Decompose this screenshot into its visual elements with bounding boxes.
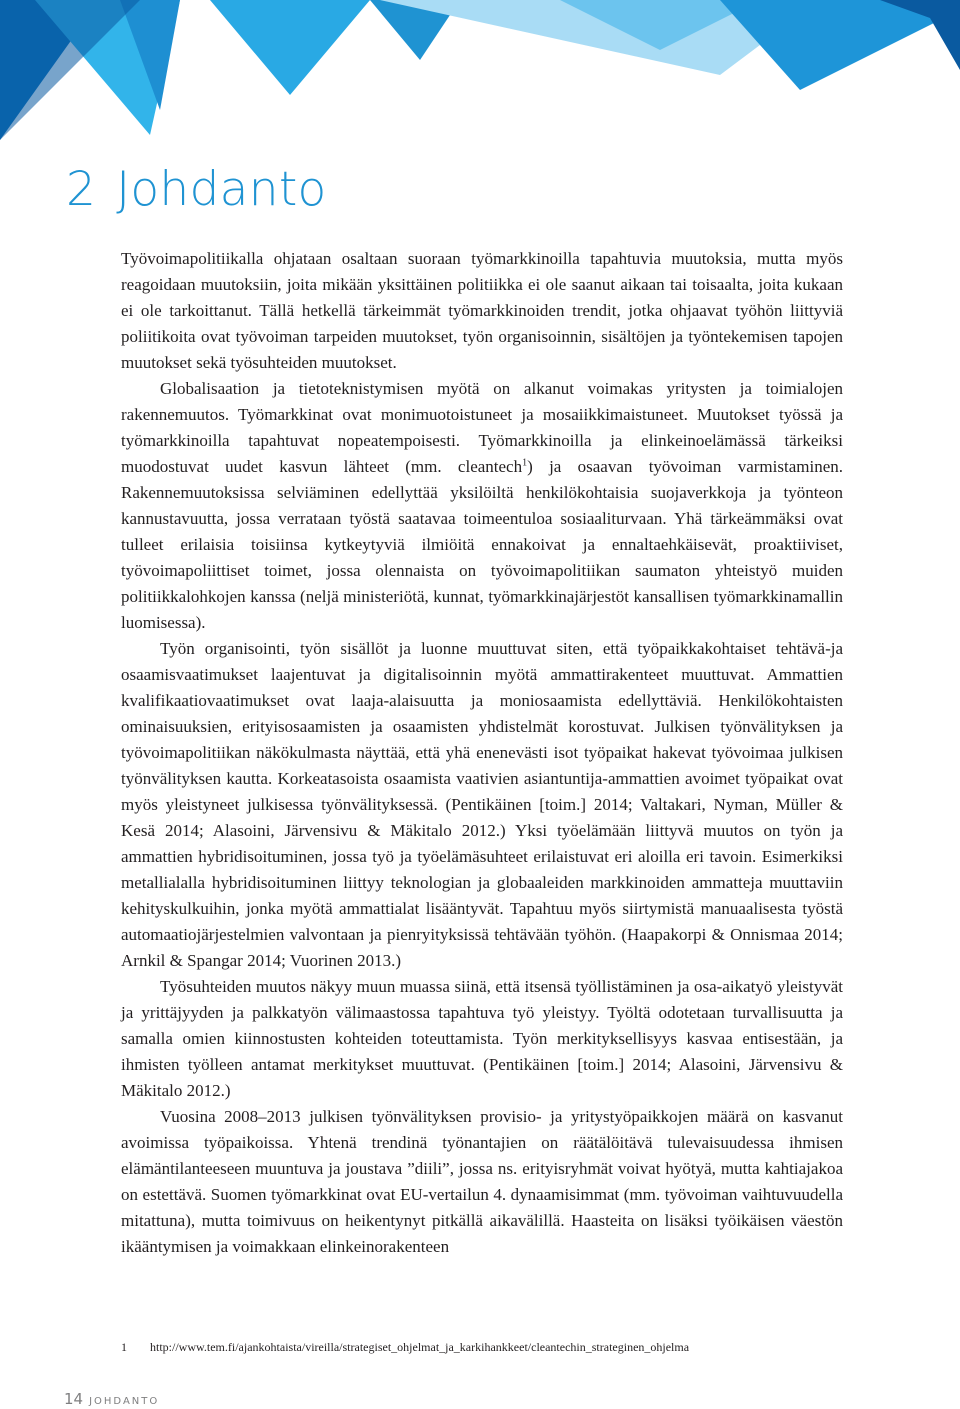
paragraph [121, 1104, 843, 1260]
paragraph-text: Työsuhteiden muutos näkyy muun muassa siinä, että itsensä työllistäminen ja osa-aikatyö yleistyvät ja yrittäjyyden ja palkkatyön välimaastossa tapahtuva työ yleistyy. Työltä odotetaan turvallisuutta ja samalla omien kiinnostusten kohteiden toteuttamista. Työn merkityksellisyys kasvaa entisestään, ja ihmisten työlleen antamat merkitykset muuttuvat. (Pentikäinen [toim.] 2014; Alasoini, Järvensivu & Mäkitalo 2012.) [121, 977, 843, 1100]
footnote-number: 1 [121, 1340, 127, 1354]
paragraph [121, 376, 843, 636]
paragraph [121, 636, 843, 974]
chapter-title: Johdanto [116, 162, 327, 217]
running-footer-label: JOHDANTO [89, 1396, 160, 1407]
paragraph-text: Työn organisointi, työn sisällöt ja luonne muuttuvat siten, että työpaikkakohtaiset tehtävä-ja osaamisvaatimukset laajentuvat ja digitalisoinnin myötä ammattirakenteet muuttuvat. Ammattien kvalifikaatiovaatimukset ovat laaja-alaisuutta ja moniosaamista edellyttäviä. Henkilökohtaisten ominaisuuksien, erityisosaamisten ja osaamisten yhdistelmät korostuvat. Julkisen työnvälityksen ja työvoimapolitiikan näkökulmasta näyttää, että yhä enenevästi isot työpaikat hakevat työvoimaa julkisen työnvälityksen kautta. Korkeatasoista osaamista vaativien asiantuntija-ammattien avoimet työpaikat ovat myös yleistyneet julkisessa työnvälityksessä. (Pentikäinen [toim.] 2014; Valtakari, Nyman, Müller & Kesä 2014; Alasoini, Järvensivu & Mäkitalo 2012.) Yksi työelämään liittyvä muutos on työn ja ammattien hybridisoituminen, jossa työ ja työelämäsuhteet erilaistuvat eri aloilla eri tavoin. Esimerkiksi metallialalla hybridisoituminen liittyy teknologian ja globaaleiden markkinoiden ammatteja muuttaviin kehityskulkuihin, jonka myötä ammattialat lisääntyvät. Tapahtuu myös siirtymistä manuaalisesta työstä automaatiojärjestelmien valvontaan ja pienryityksissä tehtävään työhön. (Haapakorpi & Onnismaa 2014; Arnkil & Spangar 2014; Vuorinen 2013.) [121, 639, 843, 970]
footnote [121, 1339, 881, 1355]
paragraph [121, 974, 843, 1104]
body-text [121, 246, 843, 1260]
paragraph [121, 246, 843, 376]
chapter-heading [66, 160, 327, 220]
chapter-number: 2 [66, 162, 97, 217]
page-number: 14 [64, 1390, 84, 1408]
paragraph-text: ) ja osaavan työvoiman varmistaminen. Rakennemuutoksissa selviäminen edellyttää yksilöiltä henkilökohtaisia suojaverkkoja ja työnteon kannustavuutta, jossa verrataan työstä saatavaa toimeentuloa sosiaaliturvaan. Yhä tärkeämmäksi ovat tulleet erilaisia toisiinsa kytkeytyviä ilmiöitä ennakoivat ja ennaltaehkäisevät, proaktiiviset, työvoimapoliittiset toimet, jossa olennaista on työvoimapolitiikan saumaton yhteistyö muiden politiikkalohkojen kanssa (neljä ministeriötä, kunnat, työmarkkinajärjestöt kansallisen työmarkkinamallin luomisessa). [121, 457, 843, 632]
page-footer [64, 1389, 159, 1408]
footnote-reference: 1 [522, 457, 528, 469]
footnote-link[interactable]: http://www.tem.fi/ajankohtaista/vireilla/strategiset_ohjelmat_ja_karkihankkeet/cleantechin_strateginen_ohjelma [150, 1340, 690, 1354]
paragraph-text: Työvoimapolitiikalla ohjataan osaltaan suoraan työmarkkinoilla tapahtuvia muutoksia, mutta myös reagoidaan muutoksiin, joita mikään yksittäinen politiikka ei ole saanut aikaan tai toisaalta, joita kukaan ei ole tarkoittanut. Tällä hetkellä tärkeimmät työmarkkinoiden trendit, jotka ohjaavat työhön liittyviä poliitikoita ovat työvoiman tarpeiden muutokset, työn organisoinnin, sisältöjen ja työntekemisen tapojen muutokset sekä työsuhteiden muutokset. [121, 249, 843, 372]
paragraph-text: Globalisaation ja tietoteknistymisen myötä on alkanut voimakas yritysten ja toimialojen rakennemuutos. Työmarkkinat ovat monimuotoistuneet ja mosaiikkimaistuneet. Muutokset työssä ja työmarkkinoilla tapahtuvat nopeatempoisesti. Työmarkkinoilla ja elinkeinoelämässä tärkeiksi muodostuvat uudet kasvun lähteet (mm. cleantech [121, 379, 843, 476]
header-banner [0, 0, 960, 150]
paragraph-text: Vuosina 2008–2013 julkisen työnvälityksen provisio- ja yritystyöpaikkojen määrä on kasvanut avoimissa työpaikoissa. Yhtenä trendinä työnantajien on räätälöitävä tulevaisuudessa ihmisen elämäntilanteeseen muuntuva ja joustava ”diili”, jossa ns. erityisryhmät voivat hyötyä, mutta kahtiajakoa on estettävä. Suomen työmarkkinat ovat EU-vertailun 4. dynaamisimmat (mm. työvoiman vaihtuvuudella mitattuna), mutta toimivuus on heikentynyt pitkällä aikavälillä. Haasteita on lisäksi työikäisen väestön ikääntymisen ja voimakkaan elinkeinorakenteen [121, 1107, 843, 1256]
